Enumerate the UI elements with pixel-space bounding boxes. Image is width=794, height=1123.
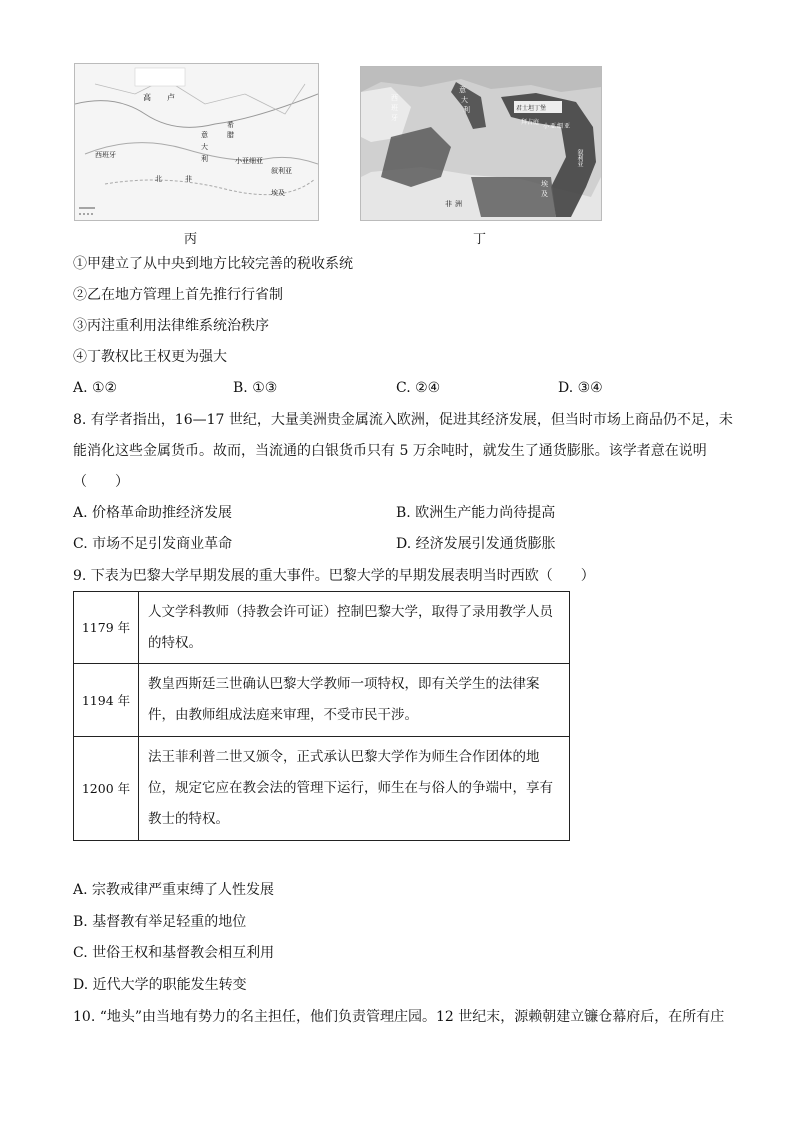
map-bing (74, 63, 319, 221)
table-cell-year: 1194 年 (74, 664, 139, 737)
map-ding-drawing (361, 67, 601, 220)
map-ding-label: 意 (459, 86, 466, 94)
map-ding-label: 小 (543, 123, 550, 130)
q9-option-c[interactable]: C. 世俗王权和基督教会相互利用 (73, 945, 275, 961)
map-ding-label: 利 (463, 106, 470, 114)
q9-option-b[interactable]: B. 基督教有举足轻重的地位 (73, 914, 247, 930)
q8-stem-line1: 8. 有学者指出，16—17 世纪，大量美洲贵金属流入欧洲，促进其经济发展，但当时市场上商品仍不足，未 (73, 412, 733, 428)
q10-stem-line1: 10. “地头”由当地有势力的名主担任，他们负责管理庄园。12 世纪末，源赖朝建立镰仓幕府后，在所有庄 (73, 1009, 725, 1025)
map-bing-label: 高 (143, 93, 151, 102)
map-bing-label: 意 (201, 131, 208, 139)
q9-option-a[interactable]: A. 宗教戒律严重束缚了人性发展 (73, 882, 275, 898)
map-ding-label: 细 (557, 123, 564, 130)
q8-stem-line2: 能消化这些金属货币。故而，当流通的白银货币只有 5 万余吨时，就发生了通货膨胀。该学者意在说明 (73, 443, 707, 459)
table-cell-event: 教皇西斯廷三世确认巴黎大学教师一项特权，即有关学生的法律案件，由教师组成法庭来审理，不受市民干涉。 (139, 664, 570, 737)
q8-option-b[interactable]: B. 欧洲生产能力尚待提高 (396, 505, 556, 521)
map-ding-label: 大 (461, 96, 468, 104)
map-bing-label: 西班牙 (95, 151, 116, 159)
map-ding (360, 66, 602, 221)
map-ding-label: 洲 (455, 200, 462, 208)
q8-option-d[interactable]: D. 经济发展引发通货膨胀 (396, 536, 556, 552)
map-bing-label: 非 (185, 175, 192, 183)
figure-caption-bing: 丙 (184, 232, 198, 247)
q8-option-c[interactable]: C. 市场不足引发商业革命 (73, 536, 233, 552)
map-bing-label: 埃及 (271, 189, 285, 197)
q7-option-b[interactable]: B. ①③ (233, 380, 278, 396)
q7-option-c[interactable]: C. ②④ (396, 380, 441, 396)
table-cell-year: 1179 年 (74, 592, 139, 664)
map-ding-label: 亚 (550, 123, 557, 130)
map-ding-label: 君士坦丁堡 (516, 105, 547, 112)
statement-3: ③丙注重利用法律维系统治秩序 (73, 318, 269, 334)
map-ding-label: 叙利亚 (576, 149, 583, 167)
q9-option-d[interactable]: D. 近代大学的职能发生转变 (73, 977, 247, 993)
map-ding-label: 西 (391, 94, 398, 102)
map-ding-label: 埃 (541, 180, 548, 188)
q9-stem: 9. 下表为巴黎大学早期发展的重大事件。巴黎大学的早期发展表明当时西欧（ ） (73, 568, 595, 584)
statement-4: ④丁教权比王权更为强大 (73, 349, 227, 365)
q7-option-d[interactable]: D. ③④ (558, 380, 603, 396)
map-ding-label: 及 (541, 190, 548, 198)
map-bing-label: 卢 (167, 93, 175, 102)
table-row (74, 592, 570, 664)
map-ding-label: 牙 (391, 114, 398, 122)
map-ding-label: 亚 (564, 123, 571, 130)
table-cell-event: 法王菲利普二世又颁令，正式承认巴黎大学作为师生合作团体的地位，规定它应在教会法的管理下运行，师生在与俗人的争端中，享有教士的特权。 (139, 737, 570, 841)
map-bing-label: 腊 (227, 131, 234, 139)
table-row (74, 737, 570, 841)
map-bing-label: 大 (201, 143, 208, 151)
map-bing-label: 利 (201, 155, 208, 163)
q7-option-a[interactable]: A. ①② (73, 380, 118, 396)
map-bing-label: 北 (155, 175, 162, 183)
table-row (74, 664, 570, 737)
map-ding-label: 非 (445, 200, 452, 208)
table-cell-year: 1200 年 (74, 737, 139, 841)
table-cell-event: 人文学科教师（持教会许可证）控制巴黎大学，取得了录用教学人员的特权。 (139, 592, 570, 664)
events-table (73, 591, 570, 841)
map-bing-label: 希 (227, 121, 234, 129)
map-ding-label: 拜占庭 (521, 119, 540, 126)
statement-1: ①甲建立了从中央到地方比较完善的税收系统 (73, 256, 353, 272)
map-ding-label: 班 (391, 104, 398, 112)
map-bing-label: 小亚细亚 (235, 157, 263, 165)
q8-option-a[interactable]: A. 价格革命助推经济发展 (73, 505, 233, 521)
q8-answer-blank: （ ） (73, 474, 129, 490)
map-bing-label: 叙利亚 (271, 167, 292, 175)
statement-2: ②乙在地方管理上首先推行行省制 (73, 287, 283, 303)
figure-caption-ding: 丁 (473, 232, 487, 247)
